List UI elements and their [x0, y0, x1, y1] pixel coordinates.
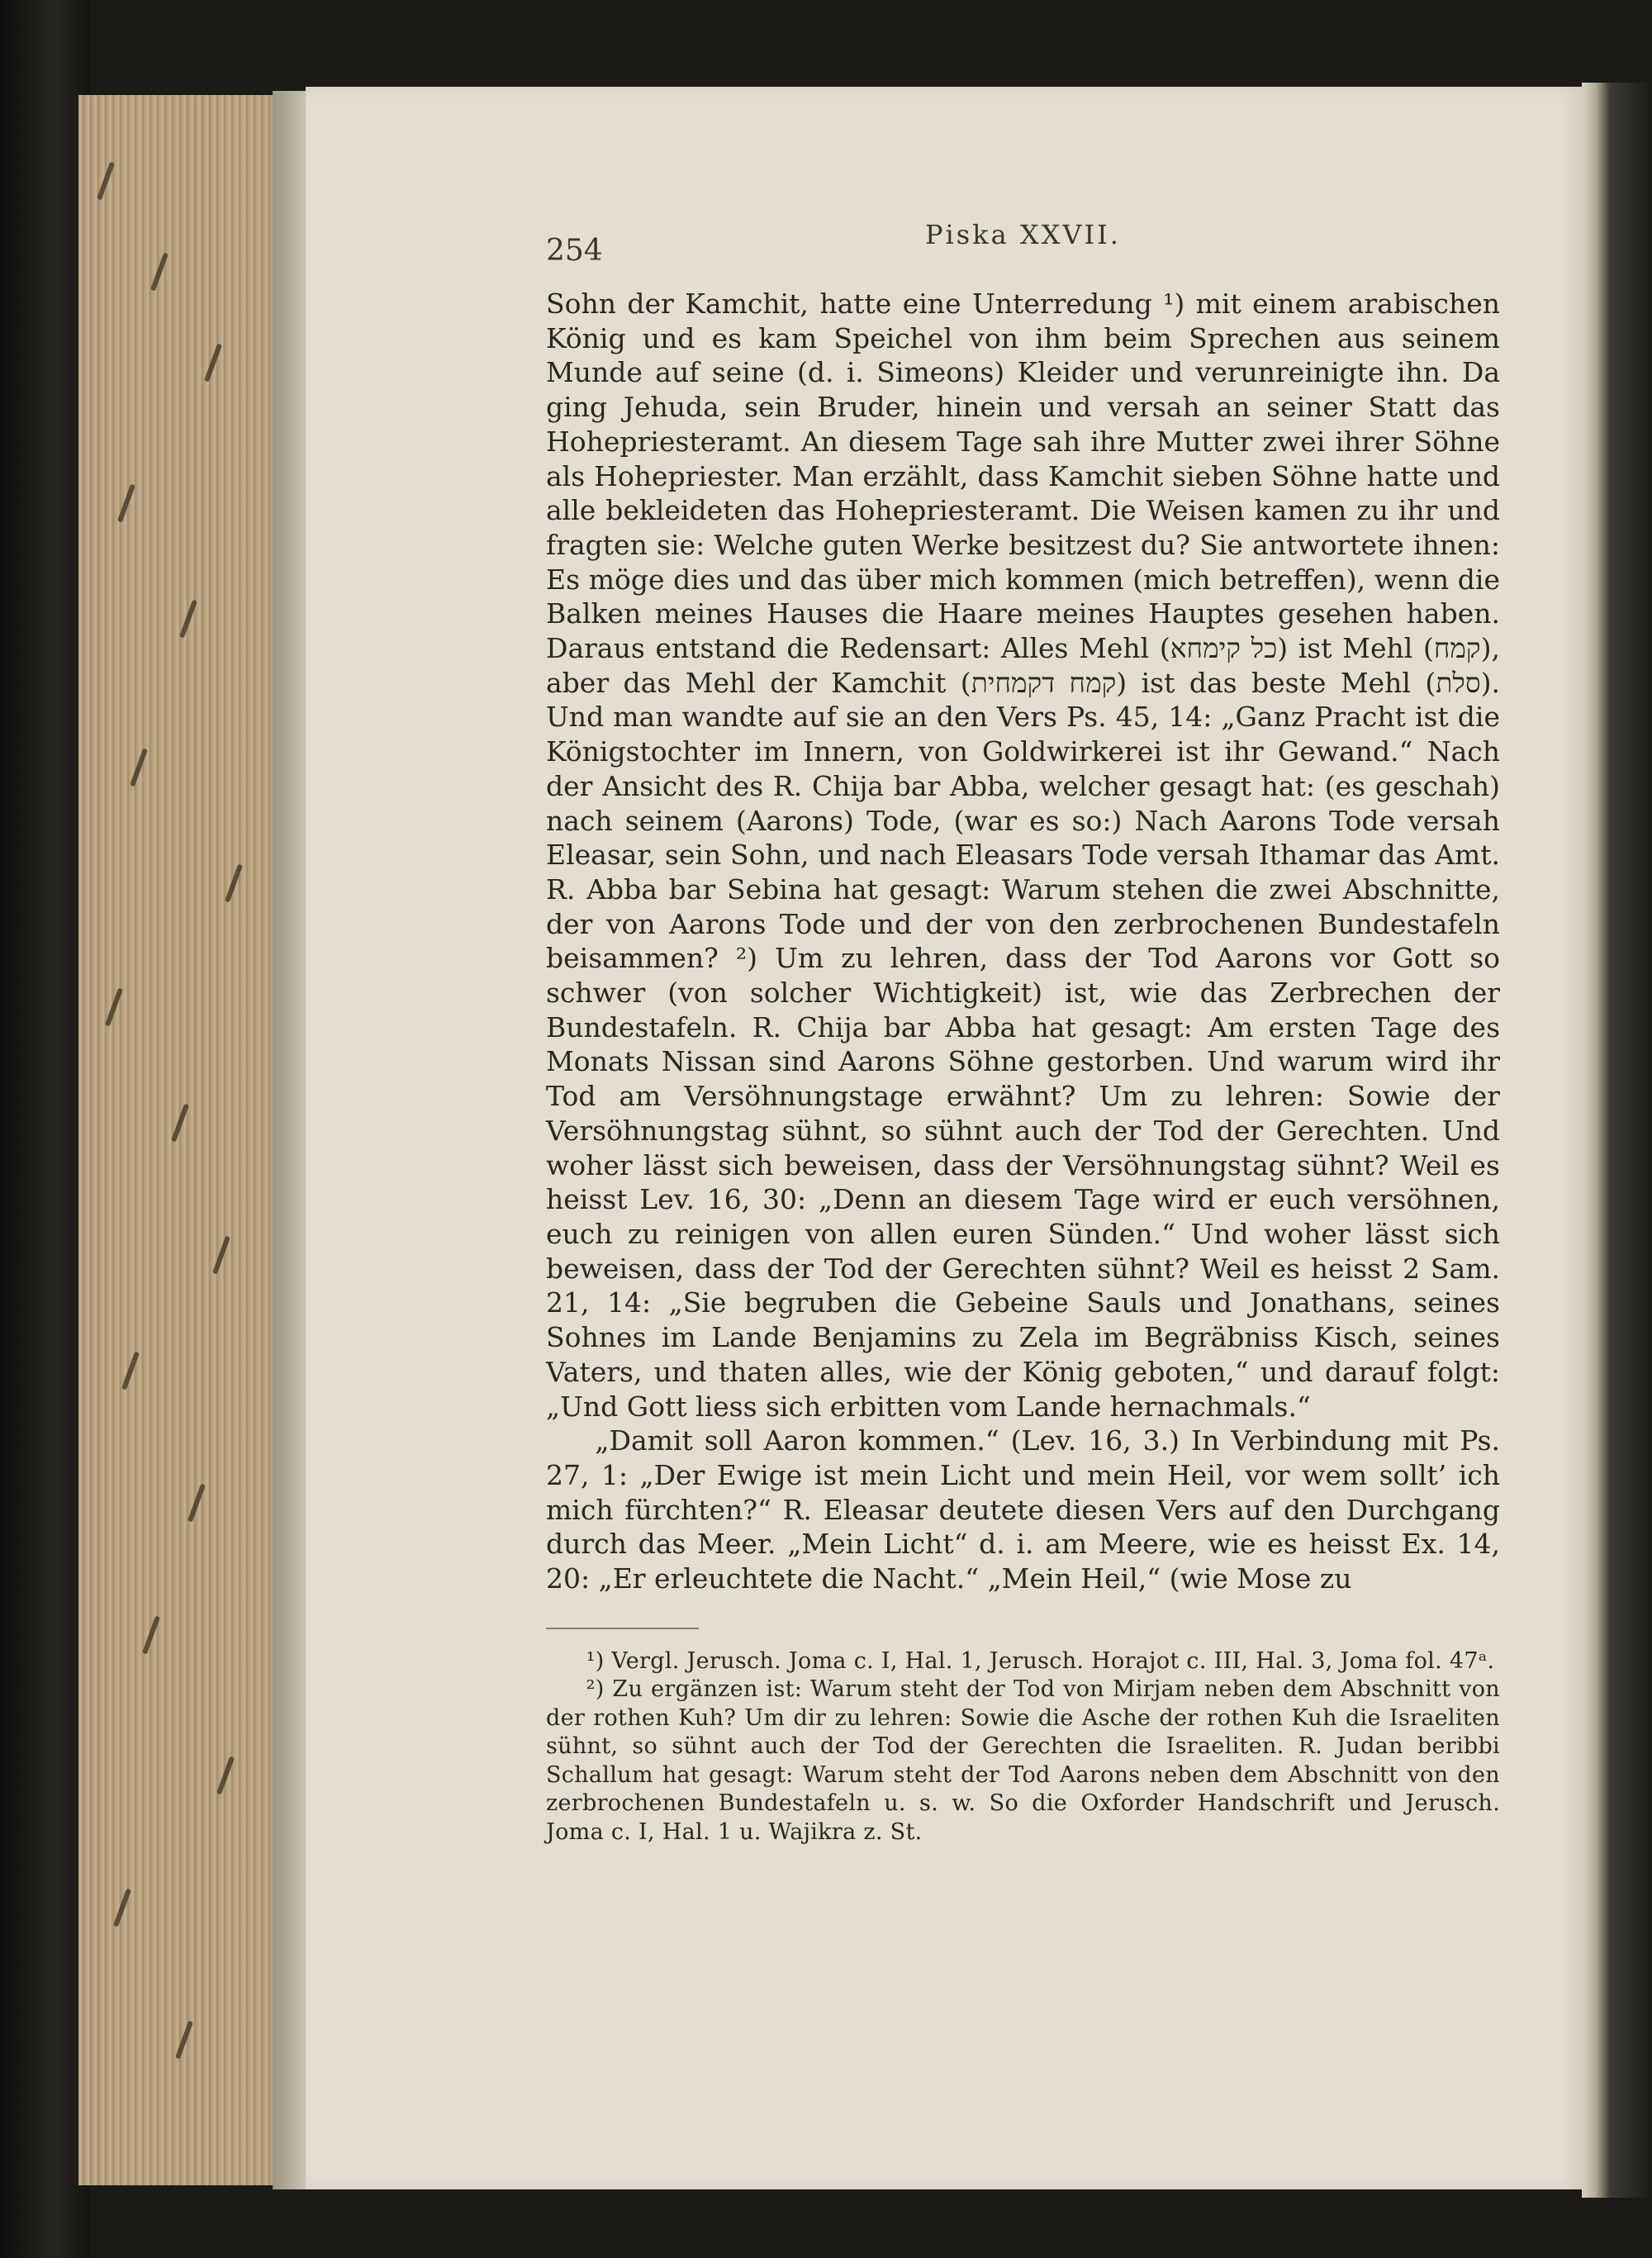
edge-mark — [105, 987, 123, 1026]
edge-mark — [179, 599, 197, 638]
page-heading: Piska XXVII. — [925, 219, 1121, 250]
edge-mark — [150, 252, 169, 291]
body-text — [546, 287, 1500, 1596]
edge-mark — [212, 1235, 230, 1274]
edge-mark — [121, 1351, 140, 1390]
edge-mark — [142, 1615, 160, 1654]
page-number: 254 — [546, 234, 603, 268]
paragraph: Sohn der Kamchit, hatte eine Unterredung ¹) mit einem arabischen König und es kam Speichel von ihm beim Sprechen aus seinem Munde auf seine (d. i. Simeons) Kleider und verunreinigte ihn. Da ging Jehuda, sein Bruder, hinein und versah an seiner Statt das Hohepriesteramt. An diesem Tage sah ihre Mutter zwei ihrer Söhne als Hohepriester. Man erzählt, dass Kamchit sieben Söhne hatte und alle bekleideten das Hohepriesteramt. Die Weisen kamen zu ihr und fragten sie: Welche guten Werke besitzest du? Sie antwortete ihnen: Es möge dies und das über mich kommen (mich betreffen), wenn die Balken meines Hauses die Haare meines Hauptes gesehen haben. Daraus entstand die Redensart: Alles Mehl (כל קימחא) ist Mehl (קמח), aber das Mehl der Kamchit (קמח דקמחית) ist das beste Mehl (סלת). Und man wandte auf sie an den Vers Ps. 45, 14: „Ganz Pracht ist die Königstochter im Innern, von Goldwirkerei ist ihr Gewand.“ Nach der Ansicht des R. Chija bar Abba, welcher gesagt hat: (es geschah) nach seinem (Aarons) Tode, (war es so:) Nach Aarons Tode versah Eleasar, sein Sohn, und nach Eleasars Tode versah Ithamar das Amt. R. Abba bar Sebina hat gesagt: Warum stehen die zwei Abschnitte, der von Aarons Tode und der von den zerbrochenen Bundestafeln beisammen? ²) Um zu lehren, dass der Tod Aarons vor Gott so schwer (von solcher Wichtigkeit) ist, wie das Zerbrechen der Bundestafeln. R. Chija bar Abba hat gesagt: Am ersten Tage des Monats Nissan sind Aarons Söhne gestorben. Und warum wird ihr Tod am Versöhnungstage erwähnt? Um zu lehren: Sowie der Versöhnungstag sühnt, so sühnt auch der Tod der Gerechten. Und woher lässt sich beweisen, dass der Versöhnungstag sühnt? Weil es heisst Lev. 16, 30: „Denn an diesem Tage wird er euch versöhnen, euch zu reinigen von allen euren Sünden.“ Und woher lässt sich beweisen, dass der Tod der Gerechten sühnt? Weil es heisst 2 Sam. 21, 14: „Sie begruben die Gebeine Sauls und Jonathans, seines Sohnes im Lande Benjamins zu Zela im Begräbniss Kisch, seines Vaters, und thaten alles, wie der König geboten,“ und darauf folgt: „Und Gott liess sich erbitten vom Lande hernachmals.“ — [546, 288, 1500, 1423]
edge-mark — [97, 161, 115, 200]
edge-mark — [188, 1483, 206, 1522]
footnote-divider — [546, 1628, 699, 1629]
running-head — [546, 219, 1500, 269]
edge-mark — [117, 483, 135, 522]
footnote: ¹) Vergl. Jerusch. Joma c. I, Hal. 1, Jerusch. Horajot c. III, Hal. 3, Joma fol. 47ᵃ. — [586, 1647, 1495, 1674]
text-block — [546, 219, 1500, 1847]
edge-mark — [216, 1756, 235, 1795]
edge-mark — [171, 1103, 189, 1142]
page-edges — [78, 95, 275, 2185]
edge-mark — [113, 1888, 131, 1927]
footnote: ²) Zu ergänzen ist: Warum steht der Tod von Mirjam neben dem Abschnitt von der rothen Kuh? Um dir zu lehren: Sowie die Asche der rothen Kuh die Israeliten sühnt, so sühnt auch der Tod der Gerechten die Israeliten. R. Judan beribbi Schallum hat gesagt: Warum steht der Tod Aarons neben dem Abschnitt von den zerbrochenen Bundestafeln u. s. w. So die Oxforder Handschrift und Jerusch. Joma c. I, Hal. 1 u. Wajikra z. St. — [546, 1676, 1500, 1845]
edge-mark — [175, 2020, 193, 2059]
book-cover-right — [1582, 83, 1652, 2198]
edge-mark — [204, 343, 222, 382]
footnotes — [546, 1647, 1500, 1847]
paragraph: „Damit soll Aaron kommen.“ (Lev. 16, 3.) In Verbindung mit Ps. 27, 1: „Der Ewige ist mein Licht und mein Heil, vor wem sollt’ ich mich fürchten?“ R. Eleasar deutete diesen Vers auf den Durchgang durch das Meer. „Mein Licht“ d. i. am Meere, wie es heisst Ex. 14, 20: „Er erleuchtete die Nacht.“ „Mein Heil,“ (wie Mose zu — [546, 1424, 1500, 1595]
book-spine-left — [0, 0, 91, 2258]
edge-mark — [130, 748, 148, 787]
edge-mark — [225, 863, 243, 902]
